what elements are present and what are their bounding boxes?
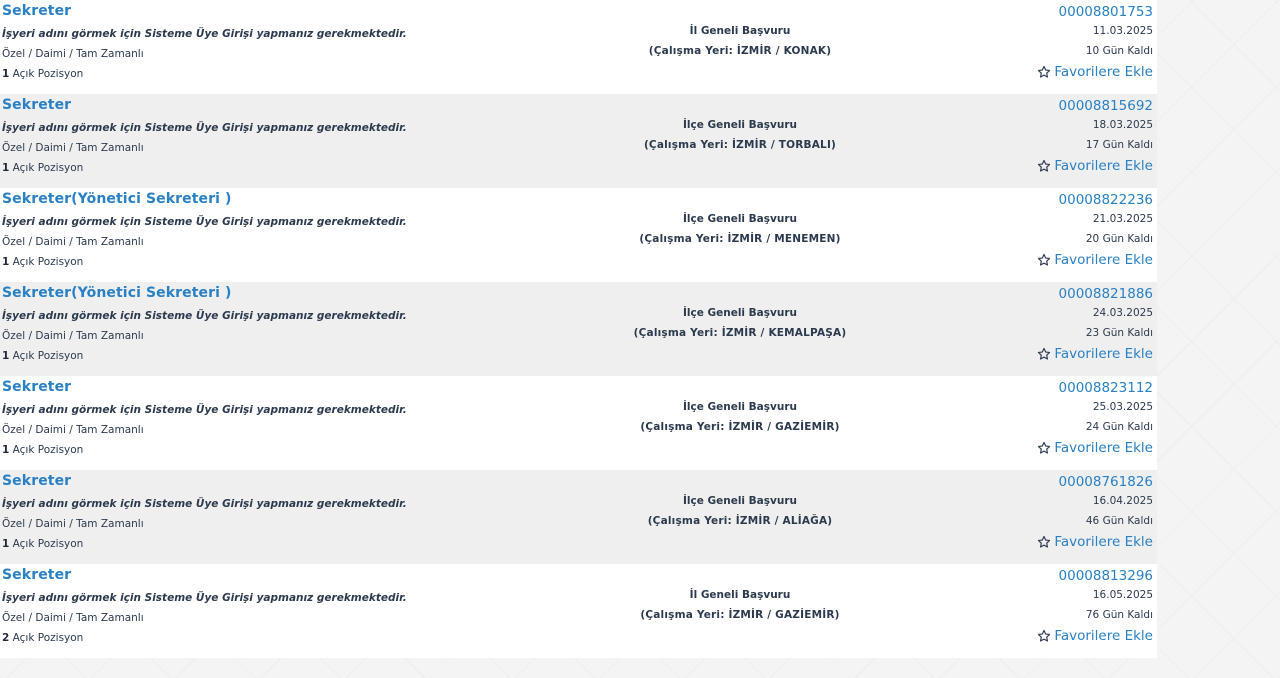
days-remaining: 76 Gün Kaldı [1085, 609, 1153, 621]
listing-date: 11.03.2025 [1092, 25, 1153, 37]
add-favorite-label: Favorilere Ekle [1054, 440, 1153, 456]
add-favorite-label: Favorilere Ekle [1054, 64, 1153, 80]
employment-type: Özel / Daimi / Tam Zamanlı [2, 330, 144, 342]
listing-date: 16.04.2025 [1092, 495, 1153, 507]
days-remaining: 24 Gün Kaldı [1085, 421, 1153, 433]
employment-type: Özel / Daimi / Tam Zamanlı [2, 142, 144, 154]
work-location: (Çalışma Yeri: İZMİR / KEMALPAŞA) [633, 327, 847, 339]
add-favorite-label: Favorilere Ekle [1054, 534, 1153, 550]
work-location: (Çalışma Yeri: İZMİR / TORBALI) [643, 139, 837, 151]
listing-date: 24.03.2025 [1092, 307, 1153, 319]
star-outline-icon [1037, 535, 1051, 549]
job-listing-row [0, 94, 1157, 188]
application-scope: İlçe Geneli Başvuru [682, 307, 797, 319]
listing-number-link[interactable]: 00008823112 [1058, 380, 1153, 396]
open-positions [2, 444, 83, 456]
star-outline-icon [1037, 347, 1051, 361]
job-listing-row [0, 0, 1157, 94]
job-listing-row [0, 564, 1157, 658]
add-favorite-button[interactable] [1037, 64, 1153, 80]
add-favorite-label: Favorilere Ekle [1054, 346, 1153, 362]
job-listing-row [0, 188, 1157, 282]
job-title-link[interactable]: Sekreter [2, 3, 72, 19]
open-positions [2, 162, 83, 174]
listing-date: 18.03.2025 [1092, 119, 1153, 131]
job-title-link[interactable]: Sekreter [2, 567, 72, 583]
open-positions [2, 256, 83, 268]
add-favorite-label: Favorilere Ekle [1054, 158, 1153, 174]
employer-notice: İşyeri adını görmek için Sisteme Üye Girişi yapmanız gerekmektedir. [2, 216, 407, 228]
listing-number-link[interactable]: 00008815692 [1058, 98, 1153, 114]
open-position-label: Açık Pozisyon [12, 350, 84, 362]
listing-number-link[interactable]: 00008761826 [1058, 474, 1153, 490]
application-scope: İlçe Geneli Başvuru [682, 495, 797, 507]
job-listing-row [0, 282, 1157, 376]
open-position-count: 1 [2, 68, 10, 80]
open-position-count: 1 [2, 444, 10, 456]
listing-number-link[interactable]: 00008813296 [1058, 568, 1153, 584]
listing-number-link[interactable]: 00008801753 [1058, 4, 1153, 20]
employer-notice: İşyeri adını görmek için Sisteme Üye Girişi yapmanız gerekmektedir. [2, 122, 407, 134]
job-listing-row [0, 470, 1157, 564]
add-favorite-button[interactable] [1037, 628, 1153, 644]
job-title-link[interactable]: Sekreter(Yönetici Sekreteri ) [2, 285, 232, 301]
application-scope: İl Geneli Başvuru [689, 589, 791, 601]
add-favorite-button[interactable] [1037, 440, 1153, 456]
employer-notice: İşyeri adını görmek için Sisteme Üye Girişi yapmanız gerekmektedir. [2, 404, 407, 416]
open-position-label: Açık Pozisyon [12, 632, 84, 644]
listing-date: 21.03.2025 [1092, 213, 1153, 225]
open-position-count: 1 [2, 162, 10, 174]
days-remaining: 46 Gün Kaldı [1085, 515, 1153, 527]
work-location: (Çalışma Yeri: İZMİR / KONAK) [648, 45, 832, 57]
application-scope: İlçe Geneli Başvuru [682, 213, 797, 225]
add-favorite-button[interactable] [1037, 534, 1153, 550]
add-favorite-button[interactable] [1037, 252, 1153, 268]
work-location: (Çalışma Yeri: İZMİR / MENEMEN) [639, 233, 841, 245]
open-position-label: Açık Pozisyon [12, 68, 84, 80]
days-remaining: 17 Gün Kaldı [1085, 139, 1153, 151]
application-scope: İlçe Geneli Başvuru [682, 401, 797, 413]
job-title-link[interactable]: Sekreter [2, 379, 72, 395]
star-outline-icon [1037, 441, 1051, 455]
job-title-link[interactable]: Sekreter [2, 473, 72, 489]
job-title-link[interactable]: Sekreter [2, 97, 72, 113]
employer-notice: İşyeri adını görmek için Sisteme Üye Girişi yapmanız gerekmektedir. [2, 28, 407, 40]
employer-notice: İşyeri adını görmek için Sisteme Üye Girişi yapmanız gerekmektedir. [2, 498, 407, 510]
days-remaining: 23 Gün Kaldı [1085, 327, 1153, 339]
add-favorite-label: Favorilere Ekle [1054, 252, 1153, 268]
listing-number-link[interactable]: 00008822236 [1058, 192, 1153, 208]
open-position-label: Açık Pozisyon [12, 162, 84, 174]
open-positions [2, 538, 83, 550]
employment-type: Özel / Daimi / Tam Zamanlı [2, 236, 144, 248]
job-listing-row [0, 376, 1157, 470]
listing-date: 16.05.2025 [1092, 589, 1153, 601]
star-outline-icon [1037, 159, 1051, 173]
employer-notice: İşyeri adını görmek için Sisteme Üye Girişi yapmanız gerekmektedir. [2, 310, 407, 322]
employment-type: Özel / Daimi / Tam Zamanlı [2, 612, 144, 624]
days-remaining: 10 Gün Kaldı [1085, 45, 1153, 57]
work-location: (Çalışma Yeri: İZMİR / GAZİEMİR) [640, 421, 840, 433]
work-location: (Çalışma Yeri: İZMİR / GAZİEMİR) [640, 609, 840, 621]
open-position-label: Açık Pozisyon [12, 256, 84, 268]
listing-number-link[interactable]: 00008821886 [1058, 286, 1153, 302]
employment-type: Özel / Daimi / Tam Zamanlı [2, 424, 144, 436]
add-favorite-button[interactable] [1037, 346, 1153, 362]
open-position-count: 1 [2, 538, 10, 550]
open-positions [2, 632, 83, 644]
work-location: (Çalışma Yeri: İZMİR / ALİAĞA) [647, 515, 833, 527]
days-remaining: 20 Gün Kaldı [1085, 233, 1153, 245]
open-positions [2, 350, 83, 362]
star-outline-icon [1037, 253, 1051, 267]
employer-notice: İşyeri adını görmek için Sisteme Üye Girişi yapmanız gerekmektedir. [2, 592, 407, 604]
open-position-count: 1 [2, 350, 10, 362]
open-position-count: 1 [2, 256, 10, 268]
application-scope: İl Geneli Başvuru [689, 25, 791, 37]
employment-type: Özel / Daimi / Tam Zamanlı [2, 518, 144, 530]
employment-type: Özel / Daimi / Tam Zamanlı [2, 48, 144, 60]
open-positions [2, 68, 83, 80]
listing-date: 25.03.2025 [1092, 401, 1153, 413]
star-outline-icon [1037, 65, 1051, 79]
add-favorite-button[interactable] [1037, 158, 1153, 174]
open-position-label: Açık Pozisyon [12, 538, 84, 550]
star-outline-icon [1037, 629, 1051, 643]
open-position-count: 2 [2, 632, 10, 644]
application-scope: İlçe Geneli Başvuru [682, 119, 797, 131]
open-position-label: Açık Pozisyon [12, 444, 84, 456]
job-title-link[interactable]: Sekreter(Yönetici Sekreteri ) [2, 191, 232, 207]
add-favorite-label: Favorilere Ekle [1054, 628, 1153, 644]
